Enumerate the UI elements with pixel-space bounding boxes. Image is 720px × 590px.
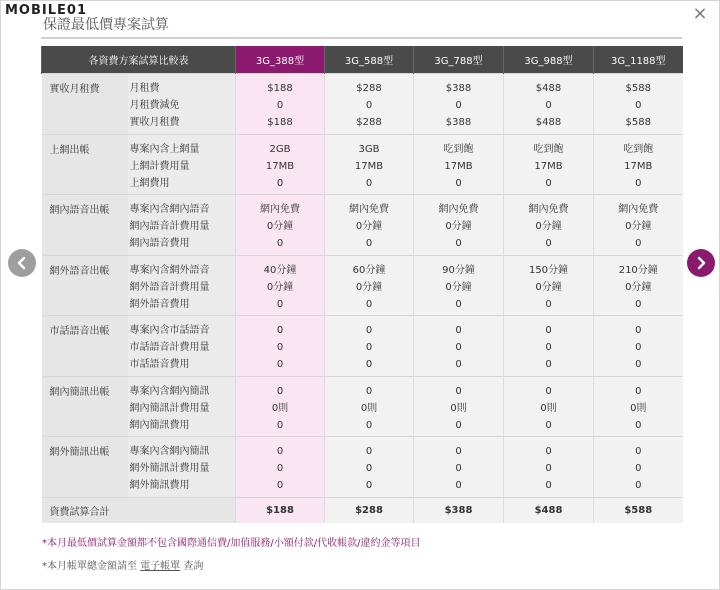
item-label: 專案內含網內簡訊 [129,446,210,457]
plan-value-cell [236,316,325,377]
value-text: 0 [455,385,462,397]
value-text: 0 [545,177,552,189]
value-text: 0 [455,359,462,370]
plan-value-cell [236,134,325,195]
value-text: 17MB [354,160,384,172]
value-text: 0 [365,342,373,353]
plan-value-cell [236,255,325,316]
row-category: 網內簡訊出帳 [42,376,128,437]
value-text: 0 [545,419,552,431]
value-text: 0 [455,325,462,336]
value-text: 0則 [271,402,289,414]
value-text: 0分鐘 [625,221,652,232]
plan-value-cell [504,255,594,316]
value-text: 0 [635,238,642,249]
total-value: $188 [236,497,325,523]
value-text: 0 [365,238,373,249]
item-label: 網內語音計費用量 [129,221,210,232]
previous-button[interactable] [8,249,36,277]
value-text: 0分鐘 [355,221,383,232]
value-text: 0 [455,177,462,189]
value-text: 0 [365,325,373,336]
value-text: 17MB [265,160,295,172]
corner-header: 各資費方案試算比較表 [42,46,236,73]
item-label: 市話語音費用 [129,359,190,370]
plan-value-cell [504,73,594,134]
value-text: 17MB [534,160,563,172]
total-value: $388 [414,497,504,523]
plan-value-cell [594,195,683,256]
plan-value-cell [414,195,504,256]
value-text: 0 [365,298,373,310]
row-items [128,73,236,134]
value-text: 0 [545,298,552,310]
row-items [128,376,236,437]
disclaimer-note: *本月最低價試算金額都不包含國際通信費/加值服務/小額付款/代收帳款/違約金等項目 [42,538,421,549]
value-text: 0 [276,446,284,457]
dialog-title: 保證最低價專案試算 [43,17,169,33]
value-text: 網內免費 [618,204,659,215]
plan-value-cell [594,255,683,316]
value-text: 0 [545,342,552,353]
plan-value-cell [325,376,414,437]
value-text: 40分鐘 [263,264,297,276]
item-label: 專案內含上網量 [129,143,200,155]
value-text: 0則 [540,402,557,414]
title-divider [41,37,682,39]
value-text: $188 [267,116,293,128]
row-category: 實收月租費 [42,73,128,134]
item-label: 月租費 [129,82,160,94]
bill-note [42,557,203,572]
value-text: 0分鐘 [355,281,383,293]
plan-value-cell [414,134,504,195]
plan-header-788[interactable]: 3G_788型 [414,46,504,73]
value-text: 17MB [624,160,653,172]
value-text: 0分鐘 [625,281,652,293]
value-text: 150分鐘 [528,264,569,276]
value-text: $588 [625,82,651,94]
value-text: 0 [545,446,552,457]
plan-value-cell [414,255,504,316]
table-header-row [42,46,683,73]
table-row [42,376,683,437]
item-label: 專案內含網外語音 [129,264,210,276]
item-label: 月租費減免 [129,99,180,111]
plan-value-cell [236,195,325,256]
value-text: 0 [455,99,462,111]
plan-value-cell [594,376,683,437]
value-text: 0 [455,238,462,249]
plan-value-cell [414,376,504,437]
value-text: 60分鐘 [352,264,386,276]
value-text: 3GB [358,143,380,155]
plan-value-cell [325,73,414,134]
value-text: 0 [635,177,642,189]
table-row [42,437,683,498]
table-row [42,134,683,195]
plan-value-cell [325,195,414,256]
value-text: 吃到飽 [533,143,564,155]
value-text: 0 [365,480,373,491]
value-text: 網內免費 [349,204,389,215]
row-items [128,316,236,377]
value-text: 吃到飽 [443,143,474,155]
plan-header-588[interactable]: 3G_588型 [325,46,414,73]
value-text: 0 [455,480,462,491]
watermark-logo: MOBILE01 [5,3,87,18]
value-text: $288 [356,116,382,128]
item-label: 專案內含網內簡訊 [129,385,210,397]
value-text: 0 [455,419,462,431]
value-text: 0 [365,99,373,111]
value-text: 0 [276,359,284,370]
value-text: 0 [365,177,373,189]
item-label: 上網費用 [129,177,170,189]
value-text: 0 [365,385,373,397]
value-text: 網內免費 [528,204,569,215]
value-text: 0 [276,463,284,474]
row-category: 網內語音出帳 [42,195,128,256]
table-row [42,195,683,256]
value-text: 0分鐘 [266,281,294,293]
item-label: 專案內含市話語音 [129,325,210,336]
value-text: 0則 [450,402,467,414]
item-label: 網外簡訊計費用量 [129,463,210,474]
value-text: 0 [545,385,552,397]
value-text: 0分鐘 [535,221,562,232]
row-items [128,437,236,498]
item-label: 上網計費用量 [129,160,190,172]
plan-value-cell [414,437,504,498]
plan-value-cell [504,376,594,437]
value-text: 0 [365,419,373,431]
value-text: 0 [635,419,642,431]
value-text: 0 [545,463,552,474]
total-value: $488 [504,497,594,523]
table-row [42,255,683,316]
value-text: 0 [276,419,284,431]
plan-value-cell [325,437,414,498]
plan-value-cell [325,134,414,195]
total-label: 資費試算合計 [42,497,236,523]
value-text: 0 [635,325,642,336]
value-text: 0分鐘 [445,221,472,232]
plan-value-cell [594,437,683,498]
row-items [128,134,236,195]
chevron-right-icon [694,256,708,270]
value-text: 0 [545,480,552,491]
row-items [128,255,236,316]
value-text: 0分鐘 [266,221,294,232]
value-text: 90分鐘 [442,264,475,276]
value-text: 0 [276,342,284,353]
bill-note-prefix: *本月帳單總金額請至 [42,561,137,572]
value-text: 0 [276,99,284,111]
value-text: 網內免費 [438,204,479,215]
total-value: $588 [594,497,683,523]
value-text: 吃到飽 [623,143,654,155]
value-text: 0 [635,480,642,491]
value-text: 0 [276,298,284,310]
value-text: 0 [545,359,552,370]
value-text: 0 [545,238,552,249]
plan-header-1188[interactable]: 3G_1188型 [594,46,683,73]
plan-header-388[interactable]: 3G_388型 [236,46,325,73]
value-text: 0 [455,298,462,310]
value-text: 0分鐘 [445,281,472,293]
value-text: 0 [365,359,373,370]
value-text: 0 [635,99,642,111]
plan-value-cell [594,134,683,195]
value-text: 0 [635,298,642,310]
plan-value-cell [236,437,325,498]
plan-value-cell [504,134,594,195]
next-button[interactable] [687,249,715,277]
value-text: 0則 [630,402,647,414]
value-text: 網內免費 [260,204,300,215]
plan-value-cell [504,437,594,498]
row-items [128,195,236,256]
row-category: 網外簡訊出帳 [42,437,128,498]
plan-value-cell [236,73,325,134]
value-text: 0 [545,325,552,336]
value-text: $588 [625,116,651,128]
value-text: 0 [545,99,552,111]
value-text: 0 [635,463,642,474]
plan-header-988[interactable]: 3G_988型 [504,46,594,73]
value-text: 2GB [269,143,291,155]
value-text: 0分鐘 [535,281,562,293]
item-label: 網內簡訊費用 [129,419,190,431]
row-category: 市話語音出帳 [42,316,128,377]
close-button[interactable]: × [692,3,708,24]
bill-note-suffix: 查詢 [183,561,204,572]
table-row [42,316,683,377]
value-text: 17MB [444,160,473,172]
value-text: 0 [635,446,642,457]
row-category: 網外語音出帳 [42,255,128,316]
value-text: $488 [535,116,562,128]
item-label: 市話語音計費用量 [129,342,210,353]
plan-value-cell [236,376,325,437]
value-text: 0 [455,463,462,474]
value-text: 0 [276,325,284,336]
value-text: $188 [267,82,293,94]
plan-value-cell [504,316,594,377]
value-text: $288 [356,82,382,94]
value-text: 0 [276,238,284,249]
plan-value-cell [594,73,683,134]
item-label: 網外簡訊費用 [129,480,190,491]
value-text: 0 [635,342,642,353]
value-text: $388 [445,82,472,94]
value-text: 0 [455,446,462,457]
plan-comparison-table [41,46,683,523]
value-text: $388 [445,116,472,128]
row-category: 上網出帳 [42,134,128,195]
item-label: 網內簡訊計費用量 [129,402,210,414]
total-row [42,497,683,523]
value-text: 0 [276,177,284,189]
item-label: 專案內含網內語音 [129,204,210,215]
plan-value-cell [414,73,504,134]
value-text: 0 [276,480,284,491]
value-text: 0 [365,463,373,474]
plan-value-cell [594,316,683,377]
item-label: 實收月租費 [129,116,180,128]
plan-value-cell [325,255,414,316]
total-value: $288 [325,497,414,523]
table-row [42,73,683,134]
value-text: 0 [276,385,284,397]
value-text: 210分鐘 [618,264,658,276]
value-text: $488 [535,82,562,94]
value-text: 0 [455,342,462,353]
item-label: 網內語音費用 [129,238,190,249]
plan-value-cell [414,316,504,377]
item-label: 網外語音計費用量 [129,281,210,293]
e-bill-link[interactable]: 電子帳單 [140,561,181,572]
item-label: 網外語音費用 [129,298,190,310]
value-text: 0則 [360,402,378,414]
value-text: 0 [635,359,642,370]
plan-value-cell [325,316,414,377]
chevron-left-icon [15,256,29,270]
plan-value-cell [504,195,594,256]
value-text: 0 [635,385,642,397]
value-text: 0 [365,446,373,457]
